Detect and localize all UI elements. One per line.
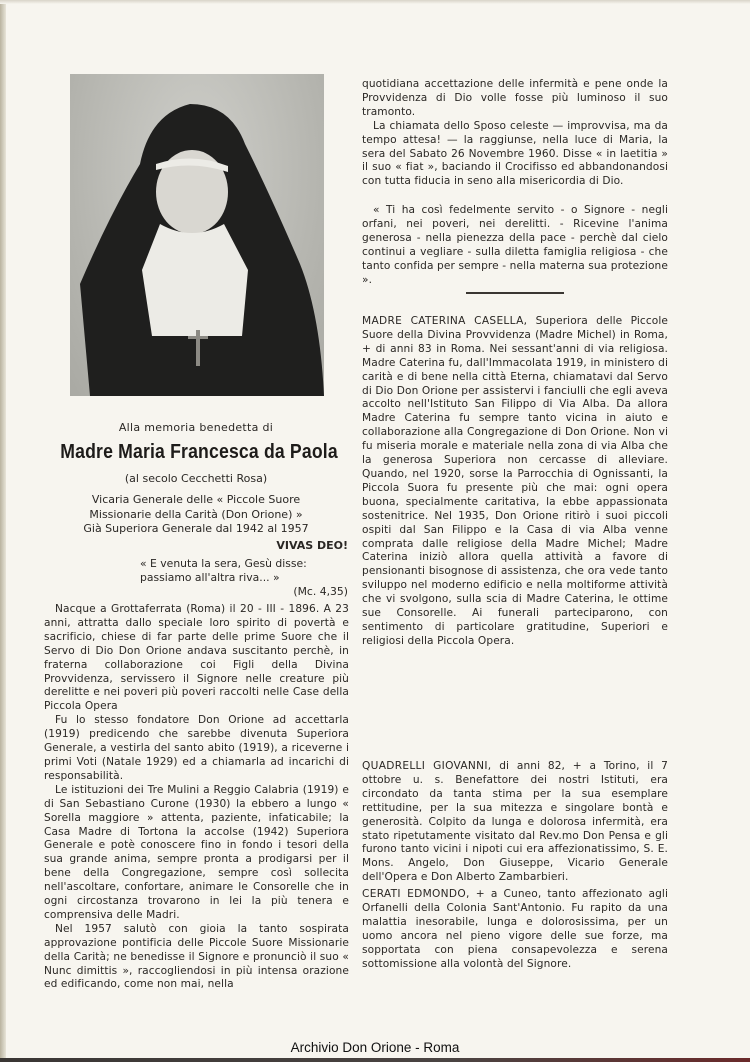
motto: VIVAS DEO! [276, 539, 348, 552]
prayer-paragraph [362, 204, 668, 287]
page-top-edge [0, 0, 750, 4]
quote-line: « E venuta la sera, Gesù disse: [140, 557, 307, 570]
portrait-photo [70, 74, 324, 396]
page-bottom-edge [0, 1058, 750, 1062]
role-line: Già Superiora Generale dal 1942 al 1957 [83, 522, 309, 535]
nun-portrait-image [70, 74, 324, 396]
paragraph: quotidiana accettazione delle infermità e pene onde la Provvidenza di Dio volle fosse più luminoso il suo tramonto. [362, 78, 668, 118]
paragraph: Fu lo stesso fondatore Don Orione ad accettarla (1919) predicendo che sarebbe divenuta Superiora Generale, a vestirla del santo abito (1919), a riceverne i primi Voti (Natale 1929) ed a chiamarla ad incarichi di responsabilità. [44, 714, 349, 782]
role-line: Missionarie della Carità (Don Orione) » [89, 507, 303, 521]
collar [142, 224, 248, 336]
obituary-name: QUADRELLI GIOVANNI, [362, 760, 492, 772]
quote-reference: (Mc. 4,35) [293, 585, 348, 599]
paragraph: Le istituzioni dei Tre Mulini a Reggio Calabria (1919) e di San Sebastiano Curone (1930) la ebbero a lungo « Sorella maggiore » attenta, paziente, infaticabile; la Casa Madre di Tortona la accolse (1942) Superiora Generale e potè conoscere fino in fondo i tesori della sua grande anima, sempre pronta a prodigarsi per il bene della Congregazione, sempre così sollecita nell'ascoltare, confortare, animare le Consorelle che in ogni circostanza trovarono in lei la più tenera e comprensiva delle Madri. [44, 783, 349, 921]
paragraph: Nacque a Grottaferrata (Roma) il 20 - III - 1896. A 23 anni, attratta dallo speciale loro spirito di povertà e sacrificio, chiese di far parte delle prime Suore che il Servo di Dio Don Orione andava suscitanto perchè, in fraterna collaborazione coi Figli della Divina Provvidenza, servissero il Signore nelle creature più derelitte e nei poveri più poveri raccolti nelle Case della Piccola Opera [44, 603, 349, 713]
secular-name: (al secolo Cecchetti Rosa) [124, 472, 268, 485]
obituary-quadrelli [362, 760, 668, 885]
obituary-text: di anni 82, + a Torino, il 7 ottobre u. s. Benefattore dei nostri Istituti, era circondato da tanta stima per la sua esemplare rettitudine, per la sua mitezza e singolare bontà e generosità. Colpito da lunga e dolorosa infermità, era stato ripetutamente visitato dal Rev.mo Don Pensa e gli furono tanto vicini i nipoti cui era affezionatissimo, S. E. Mons. Angelo, Don Giuseppe, Vicario Generale dell'Opera e Don Alberto Zambarbieri. [362, 760, 668, 884]
quote-line: passiamo all'altra riva... » [140, 571, 280, 585]
obituary-casella [362, 315, 668, 649]
role-line: Vicaria Generale delle « Piccole Suore [91, 493, 301, 506]
section-divider [466, 292, 564, 294]
right-column-continuation [362, 78, 668, 189]
paragraph: La chiamata dello Sposo celeste — improvvisa, ma da tempo attesa! — la raggiunse, nella luce di Maria, la sera del Sabato 26 Novembre 1960. Disse « in laetitia » il suo « fiat », baciando il Crocifisso ed abbandonandosi con tutta fiducia in seno alla misericordia di Dio. [362, 119, 668, 188]
paragraph: Nel 1957 salutò con gioia la tanto sospirata approvazione pontificia delle Piccole Suore Missionarie della Carità; ne benedisse il Signore e pronunciò il suo « Nunc dimittis », raccogliendosi in più intensa orazione ed edificando, come non mai, nella [44, 922, 349, 991]
gospel-quote [140, 557, 348, 600]
left-column-body [44, 603, 349, 992]
memorial-intro: Alla memoria benedetta di [118, 421, 274, 434]
obituary-text: + a Cuneo, tanto affezionato agli Orfanelli della Colonia Sant'Antonio. Fu rapito da una malattia inesorabile, lunga e dolorosissima, per un uomo ancora nel pieno vigore delle sue forze, ma sopportata con piena consapevolezza e serena sottomissione alla volontà del Signore. [362, 888, 668, 970]
obituary-name: CERATI EDMONDO, [362, 888, 470, 900]
memorial-roles [44, 493, 348, 537]
page-binding-shadow [0, 0, 6, 1062]
archive-footer: Archivio Don Orione - Roma [290, 1040, 460, 1055]
paragraph: « Ti ha così fedelmente servito - o Signore - negli orfani, nei poveri, nei derelitti. - Ricevine l'anima generosa - nella pienezza della pace - perchè dal cielo continui a vegliare - sulla diletta famiglia religiosa - che tanto confida per sempre - nella materna sua protezione ». [362, 204, 668, 286]
crucifix [196, 330, 200, 366]
obituary-text: Superiora delle Piccole Suore della Divina Provvidenza (Madre Michel) in Roma, + di anni 83 in Roma. Nei sessant'anni di via religiosa. Madre Caterina fu, dall'Immacolata 1919, in ministero di carità e di bene nella città Eterna, chiamatavi dal Servo di Dio Don Orione per assistervi i fanciulli che egli aveva accolto nell'Istituto San Filippo di Via Alba. Da allora Madre Caterina fu sempre tanto vicina in aiuto e collaborazione alla Congregazione di Don Orione. Non vi fu miseria morale e materiale nella zona di via Alba che la generosa Superiora non cercasse di alleviare. Quando, nel 1920, sorse la Parrocchia di Ognissanti, la Piccola Suora fu presente più che mai: ogni opera buona, specialmente caritativa, la ebbe appassionata sostenitrice. Nel 1935, Don Orione ritirò i suoi piccoli ospiti dal San Filippo e la Casa di via Alba venne comprata dalle religiose della Madre Michel; Madre Caterina iniziò allora quella attività a favore di pensionanti bisognose di assistenza, che ora vede tanto sviluppo nel moderno edificio e nella moltiforme attività che vi svolgono, sulla scia di Madre Caterina, le ottime sue Consorelle. Ai funerali parteciparono, con sentimento di particolare gratitudine, Superiori e religiosi della Piccola Opera. [362, 315, 668, 647]
obituary-name: MADRE CATERINA CASELLA, [362, 315, 528, 327]
memorial-name-heading: Madre Maria Francesca da Paola [60, 440, 338, 463]
obituary-cerati [362, 888, 668, 971]
